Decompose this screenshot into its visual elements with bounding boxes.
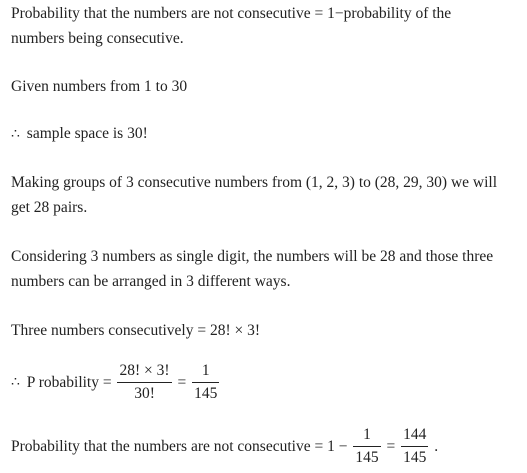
equals-sign: = <box>177 374 187 391</box>
fraction <box>401 424 428 469</box>
text-line: Three numbers consecutively = 28! × 3! <box>11 322 261 339</box>
fraction <box>192 360 219 405</box>
paragraph-given-numbers <box>11 74 187 99</box>
paragraph-groups <box>11 170 497 220</box>
period: . <box>434 438 439 455</box>
text-line: get 28 pairs. <box>11 199 88 216</box>
equation-label: Probability that the numbers are not consecutive = 1 − <box>11 438 348 455</box>
therefore-symbol: ∴ <box>11 127 20 142</box>
equation-probability-consecutive <box>11 360 221 405</box>
fraction-numerator: 144 <box>401 424 428 447</box>
fraction-denominator: 145 <box>194 385 218 402</box>
therefore-symbol: ∴ <box>11 375 20 390</box>
paragraph-consecutive-count <box>11 318 260 343</box>
text-line: numbers being consecutive. <box>11 30 184 47</box>
fraction-numerator: 28! × 3! <box>117 360 171 383</box>
fraction-numerator: 1 <box>353 424 380 447</box>
fraction <box>117 360 171 405</box>
fraction-numerator: 1 <box>192 360 219 383</box>
fraction-denominator: 145 <box>403 449 427 466</box>
text-line: Probability that the numbers are not consecutive = 1−probability of the <box>11 5 452 22</box>
paragraph-complement-rule <box>11 1 451 51</box>
equation-probability-not-consecutive <box>11 424 438 469</box>
paragraph-sample-space <box>11 121 148 147</box>
equation-label: P robability = <box>26 374 112 391</box>
text-line: numbers can be arranged in 3 different ways. <box>11 273 291 290</box>
equals-sign: = <box>386 438 396 455</box>
fraction-denominator: 30! <box>134 385 155 402</box>
fraction-denominator: 145 <box>355 449 379 466</box>
text-line: Making groups of 3 consecutive numbers from (1, 2, 3) to (28, 29, 30) we will <box>11 174 498 191</box>
paragraph-arrangements <box>11 244 493 294</box>
text-line: sample space is 30! <box>26 125 148 142</box>
text-line: Considering 3 numbers as single digit, the numbers will be 28 and those three <box>11 248 494 265</box>
text-line: Given numbers from 1 to 30 <box>11 78 188 95</box>
fraction <box>353 424 380 469</box>
